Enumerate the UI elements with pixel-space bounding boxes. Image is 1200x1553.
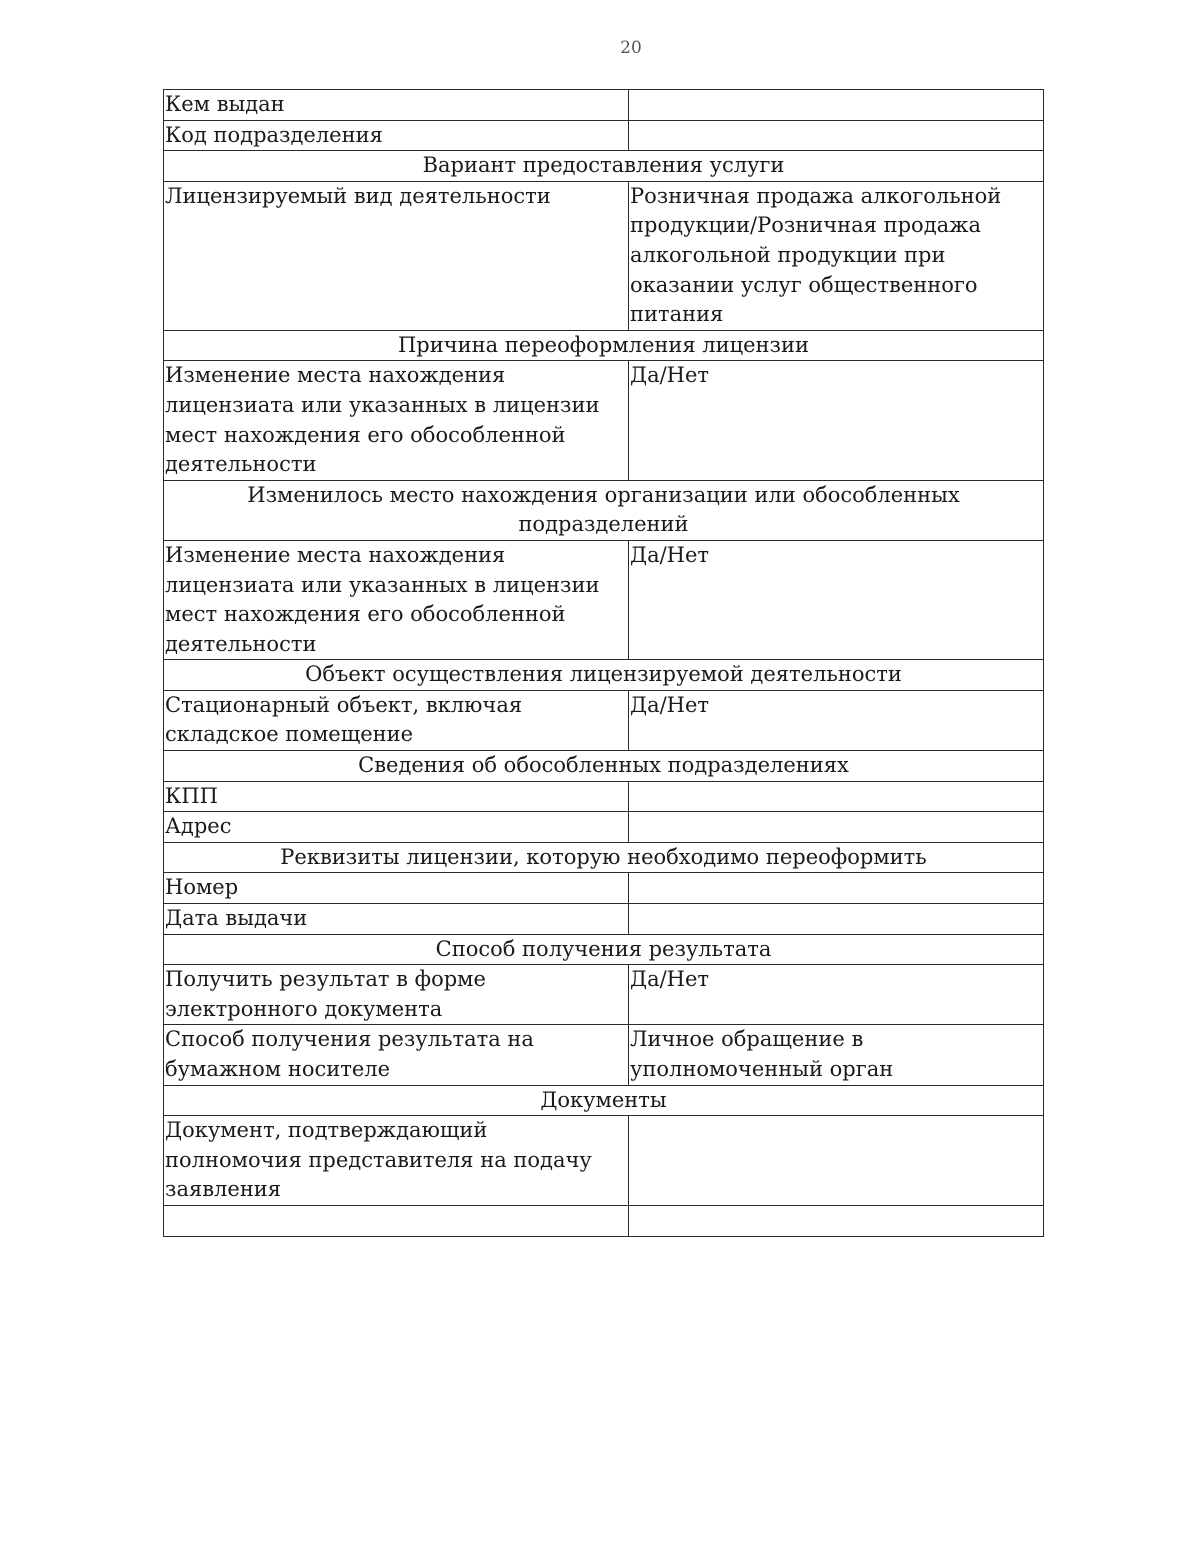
field-label: КПП	[164, 781, 629, 812]
field-row	[164, 781, 1044, 812]
field-label: Получить результат в форме электронного документа	[164, 965, 629, 1025]
page-number: 20	[620, 38, 642, 58]
section-title: Объект осуществления лицензируемой деятельности	[164, 660, 1044, 691]
section-header-row	[164, 842, 1044, 873]
section-title: Документы	[164, 1085, 1044, 1116]
field-value: Да/Нет	[629, 361, 1044, 480]
field-value	[629, 90, 1044, 121]
field-label: Кем выдан	[164, 90, 629, 121]
field-row	[164, 361, 1044, 480]
section-header-row	[164, 480, 1044, 540]
field-row	[164, 690, 1044, 750]
field-label: Лицензируемый вид деятельности	[164, 181, 629, 330]
field-value	[629, 781, 1044, 812]
section-header-row	[164, 934, 1044, 965]
field-value	[629, 812, 1044, 843]
field-label: Код подразделения	[164, 120, 629, 151]
field-value	[629, 120, 1044, 151]
field-row	[164, 1025, 1044, 1085]
field-value	[629, 873, 1044, 904]
field-row	[164, 812, 1044, 843]
field-row	[164, 1116, 1044, 1206]
field-row	[164, 904, 1044, 935]
section-title: Причина переоформления лицензии	[164, 330, 1044, 361]
field-value: Да/Нет	[629, 690, 1044, 750]
section-header-row	[164, 751, 1044, 782]
section-header-row	[164, 330, 1044, 361]
field-row	[164, 1205, 1044, 1236]
section-title: Изменилось место нахождения организации или обособленных подразделений	[164, 480, 1044, 540]
section-title: Сведения об обособленных подразделениях	[164, 751, 1044, 782]
section-title: Способ получения результата	[164, 934, 1044, 965]
field-label: Номер	[164, 873, 629, 904]
field-label: Способ получения результата на бумажном носителе	[164, 1025, 629, 1085]
field-label	[164, 1205, 629, 1236]
section-header-row	[164, 660, 1044, 691]
field-row	[164, 90, 1044, 121]
application-form-table	[163, 89, 1044, 1237]
field-row	[164, 965, 1044, 1025]
field-value: Розничная продажа алкогольной продукции/Розничная продажа алкогольной продукции при оказании услуг общественного питания	[629, 181, 1044, 330]
section-title: Реквизиты лицензии, которую необходимо переоформить	[164, 842, 1044, 873]
field-row	[164, 873, 1044, 904]
field-value	[629, 1116, 1044, 1206]
field-value: Личное обращение в уполномоченный орган	[629, 1025, 1044, 1085]
field-row	[164, 540, 1044, 659]
field-value	[629, 904, 1044, 935]
field-label: Изменение места нахождения лицензиата или указанных в лицензии мест нахождения его обособленной деятельности	[164, 540, 629, 659]
form-table-body	[164, 90, 1044, 1237]
field-row	[164, 120, 1044, 151]
field-value: Да/Нет	[629, 540, 1044, 659]
field-label: Дата выдачи	[164, 904, 629, 935]
section-header-row	[164, 1085, 1044, 1116]
field-label: Изменение места нахождения лицензиата или указанных в лицензии мест нахождения его обособленной деятельности	[164, 361, 629, 480]
field-label: Адрес	[164, 812, 629, 843]
field-label: Документ, подтверждающий полномочия представителя на подачу заявления	[164, 1116, 629, 1206]
section-title: Вариант предоставления услуги	[164, 151, 1044, 182]
section-header-row	[164, 151, 1044, 182]
field-value: Да/Нет	[629, 965, 1044, 1025]
field-value	[629, 1205, 1044, 1236]
field-label: Стационарный объект, включая складское помещение	[164, 690, 629, 750]
field-row	[164, 181, 1044, 330]
